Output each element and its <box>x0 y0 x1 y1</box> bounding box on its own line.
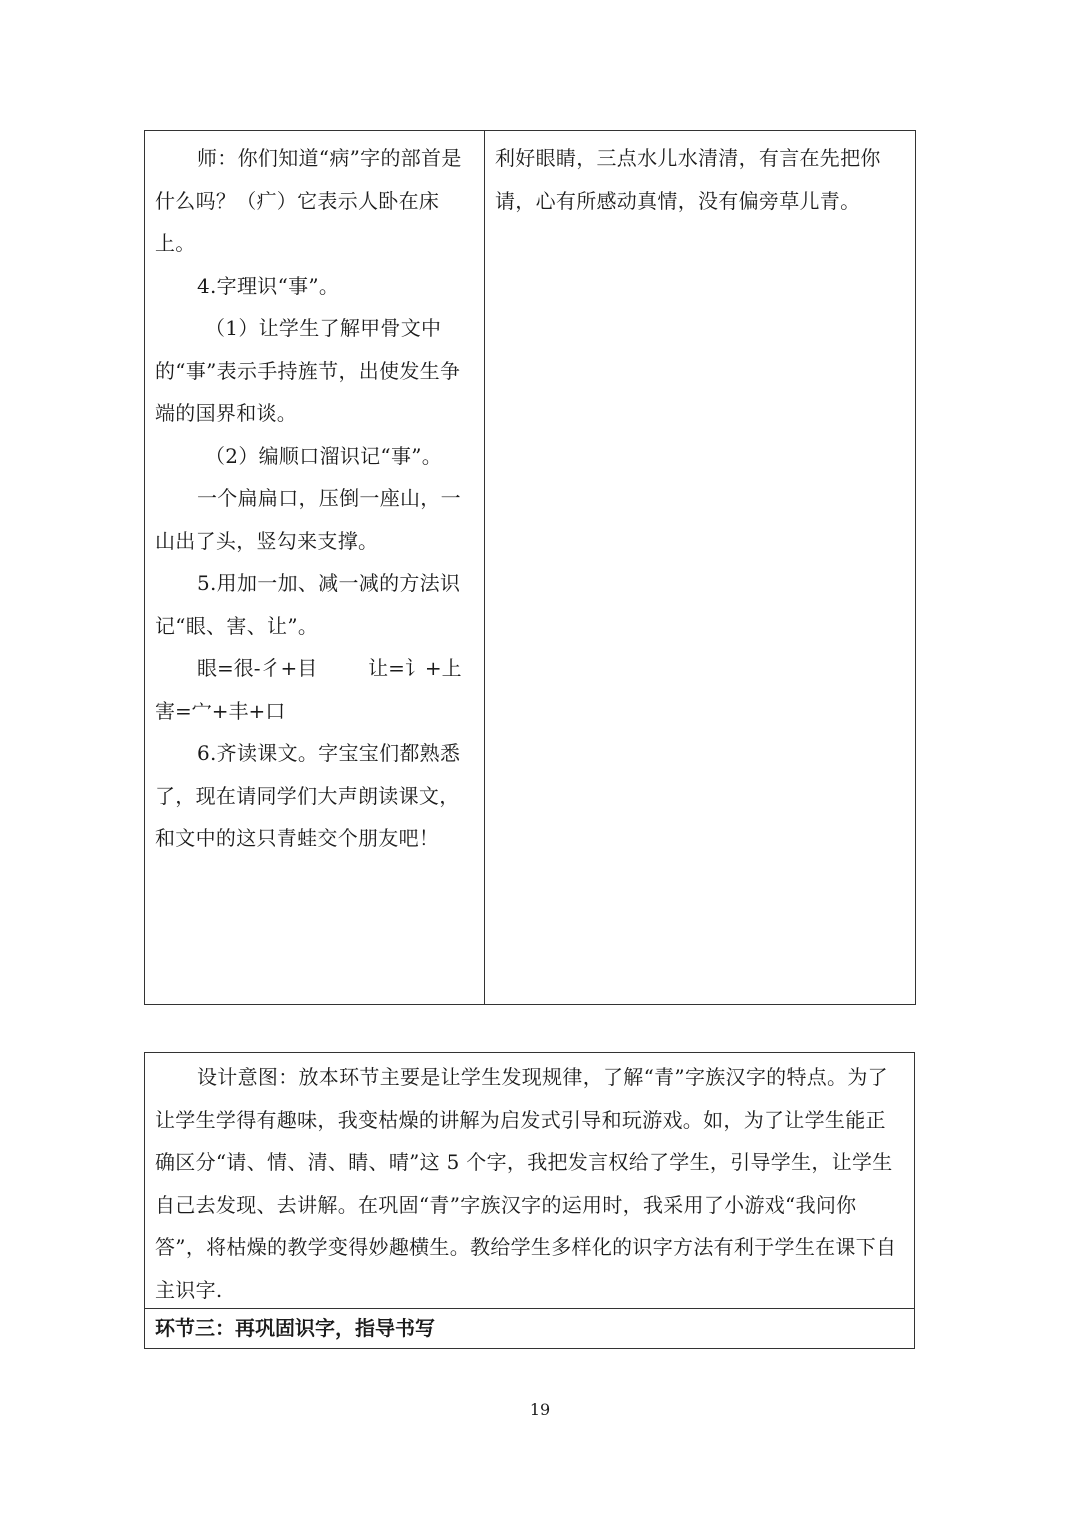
teacher-question-paragraph: 师：你们知道“病”字的部首是什么吗？（疒）它表示人卧在床上。 <box>155 146 462 255</box>
formula-line-2: 害=宀+丰+口 <box>155 698 286 723</box>
step-4-item-1: （1）让学生了解甲骨文中的“事”表示手持旌节，出使发生争端的国界和谈。 <box>155 316 461 425</box>
step-4-heading: 4.字理识“事”。 <box>197 273 340 298</box>
design-table <box>144 1052 915 1349</box>
section-heading: 环节三：再巩固识字，指导书写 <box>155 1316 435 1340</box>
formula-line-1: 眼=很-彳+目 让=讠+上 <box>197 656 462 680</box>
rhyme-continuation: 利好眼睛，三点水儿水清清，有言在先把你请，心有所感动真情，没有偏旁草儿青。 <box>495 146 881 213</box>
design-intent-cell <box>145 1053 914 1309</box>
step-6-paragraph: 6.齐读课文。字宝宝们都熟悉了，现在请同学们大声朗读课文，和文中的这只青蛙交个朋友吧！ <box>155 741 461 850</box>
lesson-left-column <box>145 131 485 1004</box>
step-5-heading: 5.用加一加、减一减的方法识记“眼、害、让”。 <box>155 571 461 638</box>
step-4-item-2: （2）编顺口溜识记“事”。 <box>205 443 443 468</box>
lesson-table <box>144 130 916 1005</box>
rhyme-paragraph: 一个扁扁口，压倒一座山，一山出了头，竖勾来支撑。 <box>155 486 461 553</box>
design-intent-text: 设计意图：放本环节主要是让学生发现规律，了解“青”字族汉字的特点。为了让学生学得有趣味，我变枯燥的讲解为启发式引导和玩游戏。如，为了让学生能正确区分“请、情、清、睛、晴”这 5 个字，我把发言权给了学生，引导学生，让学生自己去发现、去讲解。在巩固“青”字族汉字的运用时，我采用了小游戏“我问你答”，将枯燥的教学变得妙趣横生。教给学生多样化的识字方法有利于学生在课下自主识字. <box>155 1065 897 1302</box>
lesson-right-column <box>485 131 915 1004</box>
page-number: 19 <box>529 1400 551 1419</box>
